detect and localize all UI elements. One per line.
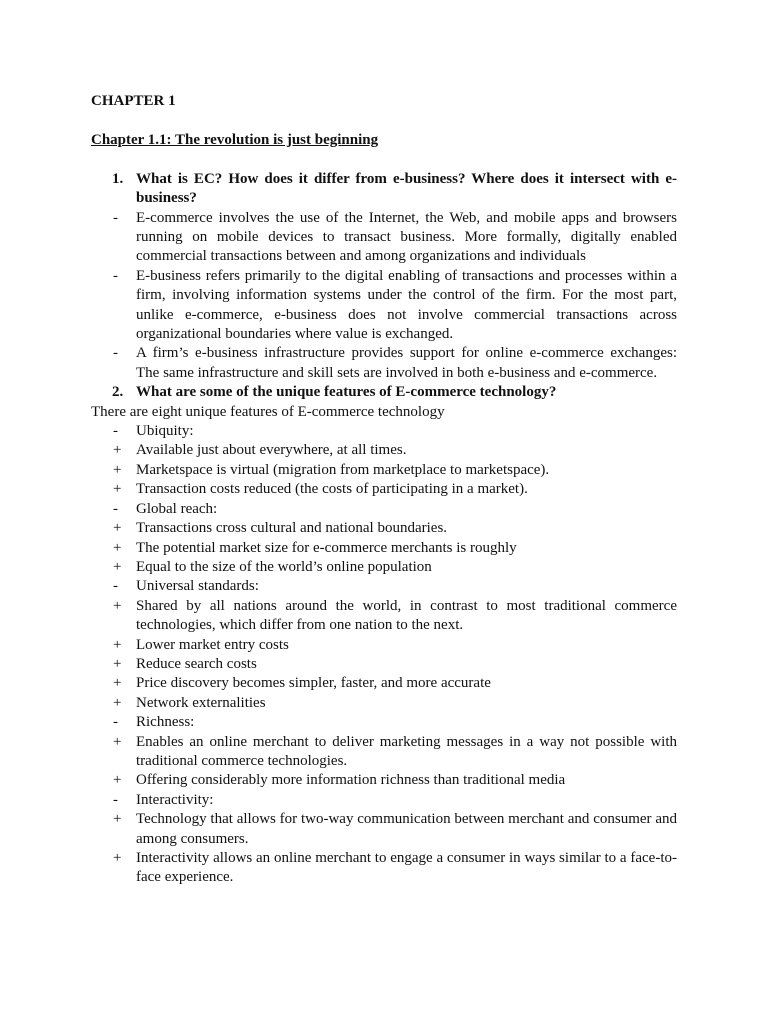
dash-bullet: - [113, 578, 118, 595]
list-item-text: Global reach: [136, 500, 218, 517]
question-number: 1. [112, 170, 124, 187]
question-2-intro: There are eight unique features of E-commerce technology [91, 403, 445, 420]
dash-bullet: - [113, 423, 118, 440]
list-item-text: Enables an online merchant to deliver marketing messages in a way not possible with traditional commerce technologies. [136, 733, 677, 769]
plus-bullet: + [113, 520, 122, 537]
plus-bullet: + [113, 733, 122, 750]
plus-bullet: + [113, 772, 122, 789]
plus-bullet: + [113, 539, 122, 556]
plus-bullet: + [113, 597, 122, 614]
list-item-text: Interactivity allows an online merchant to engage a consumer in ways similar to a face-to-face experience. [136, 850, 677, 886]
question-text: What is EC? How does it differ from e-business? Where does it intersect with e-business? [136, 170, 677, 207]
plus-bullet: + [113, 811, 122, 828]
list-item [91, 674, 677, 693]
list-item-text: The potential market size for e-commerce merchants is roughly [136, 539, 517, 556]
plus-bullet: + [113, 675, 122, 692]
list-item [91, 558, 677, 577]
list-item [91, 500, 677, 519]
dash-bullet: - [113, 267, 118, 284]
list-item-text: E-commerce involves the use of the Internet, the Web, and mobile apps and browsers running on mobile devices to transact business. More formally, digitally enabled commercial transactions between and among organizations and individuals [136, 209, 677, 265]
list-item-text: Lower market entry costs [136, 636, 289, 653]
list-item-text: Universal standards: [136, 578, 259, 595]
question-text: What are some of the unique features of E-commerce technology? [136, 384, 557, 401]
list-item-text: Price discovery becomes simpler, faster, and more accurate [136, 675, 491, 692]
list-item-text: Transactions cross cultural and national boundaries. [136, 520, 448, 537]
list-item-text: Network externalities [136, 694, 266, 711]
section-title: Chapter 1.1: The revolution is just beginning [91, 131, 379, 148]
plus-bullet: + [113, 636, 122, 653]
list-item [91, 733, 677, 772]
plus-bullet: + [113, 558, 122, 575]
list-item [91, 480, 677, 499]
list-item-text: E-business refers primarily to the digital enabling of transactions and processes within a firm, involving information systems under the control of the firm. For the most part, unlike e-commerce, e-business does not involve commercial transactions across organizational boundaries where value is exchanged. [136, 267, 677, 343]
list-item [91, 344, 677, 383]
list-item [91, 771, 677, 790]
dash-bullet: - [113, 209, 118, 226]
document-page [91, 92, 677, 888]
plus-bullet: + [113, 481, 122, 498]
list-item [91, 267, 677, 345]
features-list [91, 422, 677, 888]
list-item-text: Transaction costs reduced (the costs of participating in a market). [136, 481, 528, 498]
list-item [91, 441, 677, 460]
list-item-text: Shared by all nations around the world, in contrast to most traditional commerce technologies, which differ from one nation to the next. [136, 597, 677, 634]
list-item [91, 577, 677, 596]
plus-bullet: + [113, 655, 122, 672]
plus-bullet: + [113, 461, 122, 478]
list-item-text: Available just about everywhere, at all times. [136, 442, 407, 459]
dash-bullet: - [113, 714, 118, 731]
question-2 [91, 383, 677, 402]
list-item-text: A firm’s e-business infrastructure provides support for online e-commerce exchanges: The same infrastructure and skill sets are involved in both e-business and e-commerce. [136, 345, 677, 381]
question-number: 2. [112, 384, 124, 401]
list-item [91, 539, 677, 558]
list-item-text: Ubiquity: [136, 423, 194, 440]
question-1-answers [91, 209, 677, 384]
chapter-title: CHAPTER 1 [91, 93, 176, 109]
list-item [91, 810, 677, 849]
list-item-text: Reduce search costs [136, 655, 257, 672]
list-item [91, 694, 677, 713]
list-item-text: Marketspace is virtual (migration from marketplace to marketspace). [136, 461, 550, 478]
list-item [91, 461, 677, 480]
list-item [91, 519, 677, 538]
list-item [91, 636, 677, 655]
dash-bullet: - [113, 345, 118, 362]
plus-bullet: + [113, 694, 122, 711]
list-item [91, 713, 677, 732]
dash-bullet: - [113, 791, 118, 808]
list-item [91, 209, 677, 267]
list-item-text: Technology that allows for two-way communication between merchant and consumer and among consumers. [136, 811, 677, 847]
list-item [91, 791, 677, 810]
list-item [91, 655, 677, 674]
plus-bullet: + [113, 850, 122, 866]
plus-bullet: + [113, 442, 122, 459]
list-item-text: Equal to the size of the world’s online population [136, 558, 432, 575]
list-item [91, 597, 677, 636]
list-item-text: Interactivity: [136, 791, 214, 808]
list-item-text: Richness: [136, 714, 195, 731]
list-item-text: Offering considerably more information richness than traditional media [136, 772, 566, 789]
question-1 [91, 170, 677, 209]
list-item [91, 849, 677, 888]
list-item [91, 422, 677, 441]
dash-bullet: - [113, 500, 118, 517]
